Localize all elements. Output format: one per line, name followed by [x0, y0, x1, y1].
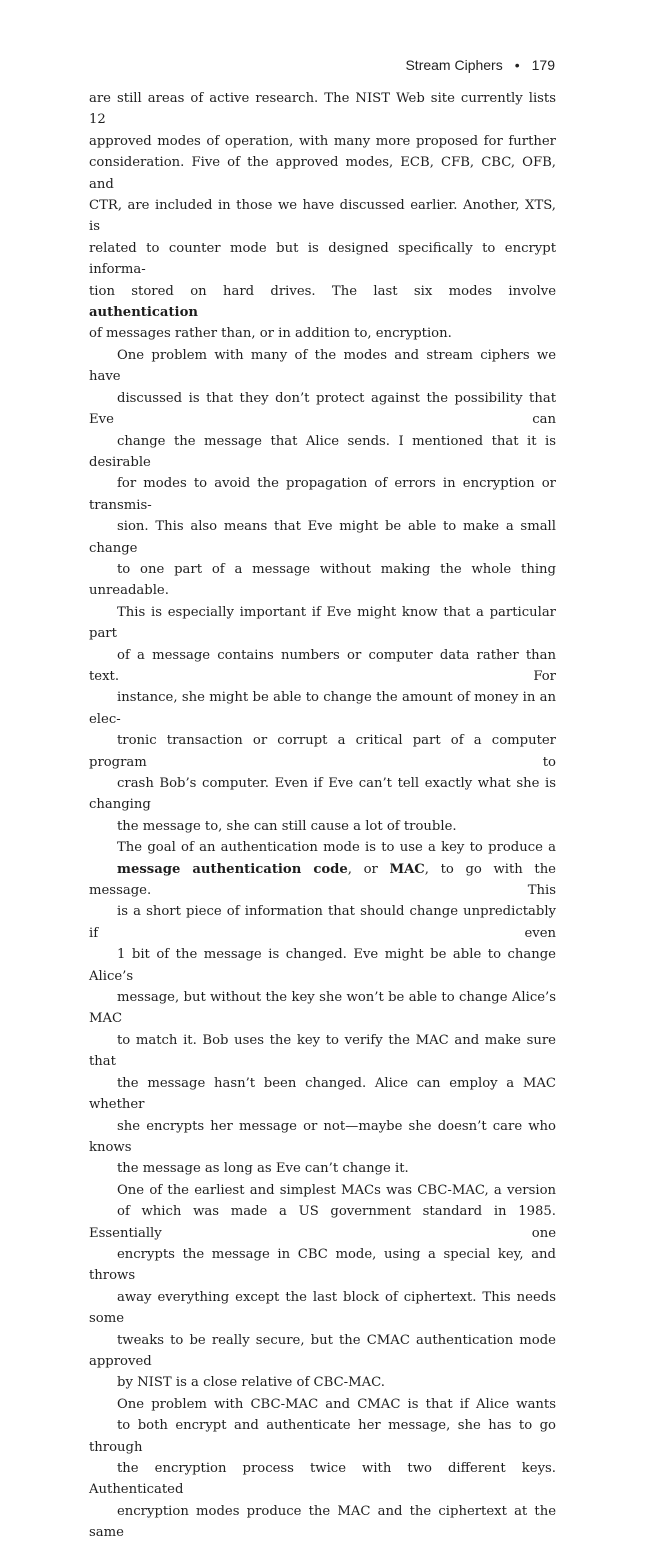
running-header: [405, 57, 555, 73]
line: related to counter mode but is designed specifically to encrypt informa-: [89, 240, 556, 278]
line: the message as long as Eve can’t change it.: [117, 1161, 409, 1177]
line: One problem with many of the modes and stream ciphers we have: [89, 347, 556, 385]
section-title: Stream Ciphers: [405, 57, 503, 73]
line-text: , to go with the message. This: [89, 861, 556, 899]
line: sion. This also means that Eve might be able to make a small change: [89, 519, 556, 556]
line: of messages rather than, or in addition to, encryption.: [89, 326, 452, 342]
line: to one part of a message without making the whole thing unreadable.: [89, 561, 556, 599]
line: the encryption process twice with two different keys. Authenticated: [89, 1461, 556, 1498]
line: she encrypts her message or not—maybe she doesn’t care who knows: [89, 1118, 556, 1155]
line: away everything except the last block of ciphertext. This needs some: [89, 1289, 556, 1327]
line: change the message that Alice sends. I mentioned that it is desirable: [89, 433, 556, 470]
line: 1 bit of the message is changed. Eve might be able to change Alice’s: [89, 947, 556, 984]
paragraph-2: [89, 345, 556, 837]
line: CTR, are included in those we have discussed earlier. Another, XTS, is: [89, 198, 556, 235]
body-text: [89, 88, 556, 1544]
bold-term: message authentication code: [117, 861, 348, 877]
line: One problem with CBC-MAC and CMAC is that if Alice wants: [117, 1396, 556, 1412]
line: by NIST is a close relative of CBC-MAC.: [117, 1375, 385, 1391]
line: the message hasn’t been changed. Alice can employ a MAC whether: [89, 1075, 556, 1113]
line: of which was made a US government standard in 1985. Essentially one: [89, 1204, 556, 1241]
line: to both encrypt and authenticate her message, she has to go through: [89, 1418, 556, 1455]
line: message, but without the key she won’t be able to change Alice’s MAC: [89, 990, 556, 1027]
line-text: tion stored on hard drives. The last six modes involve: [89, 283, 556, 299]
line: encrypts the message in CBC mode, using a special key, and throws: [89, 1246, 556, 1284]
line: are still areas of active research. The NIST Web site currently lists 12: [89, 91, 556, 128]
line: tronic transaction or corrupt a critical part of a computer program to: [89, 733, 556, 770]
paragraph-4: [89, 1180, 556, 1394]
line: instance, she might be able to change the amount of money in an elec-: [89, 690, 556, 727]
line-with-terms: [89, 859, 556, 902]
line: The goal of an authentication mode is to use a key to produce a: [117, 840, 556, 856]
line: crash Bob’s computer. Even if Eve can’t tell exactly what she is changing: [89, 776, 556, 813]
bold-term: MAC: [389, 861, 425, 877]
line: of a message contains numbers or computer data rather than text. For: [89, 647, 556, 684]
line: One of the earliest and simplest MACs was CBC-MAC, a version: [117, 1182, 556, 1198]
line-text: , or: [347, 861, 390, 877]
page-number: 179: [531, 57, 555, 73]
paragraph-1: [89, 88, 556, 345]
line: is a short piece of information that should change unpredictably if even: [89, 904, 556, 941]
line-with-term: [89, 281, 556, 324]
line: approved modes of operation, with many more proposed for further: [89, 133, 556, 149]
header-separator: •: [514, 57, 520, 73]
paragraph-5: [89, 1394, 556, 1544]
line: This is especially important if Eve might know that a particular part: [89, 604, 556, 642]
line: for modes to avoid the propagation of errors in encryption or transmis-: [89, 476, 556, 513]
line: consideration. Five of the approved modes, ECB, CFB, CBC, OFB, and: [89, 155, 556, 192]
line: tweaks to be really secure, but the CMAC authentication mode approved: [89, 1332, 556, 1369]
paragraph-3: [89, 837, 556, 1180]
line: the message to, she can still cause a lot of trouble.: [117, 818, 457, 834]
bold-term: authentication: [89, 305, 198, 321]
line: encryption modes produce the MAC and the ciphertext at the same: [89, 1503, 556, 1541]
line: to match it. Bob uses the key to verify the MAC and make sure that: [89, 1032, 556, 1070]
line: discussed is that they don’t protect against the possibility that Eve can: [89, 390, 556, 428]
